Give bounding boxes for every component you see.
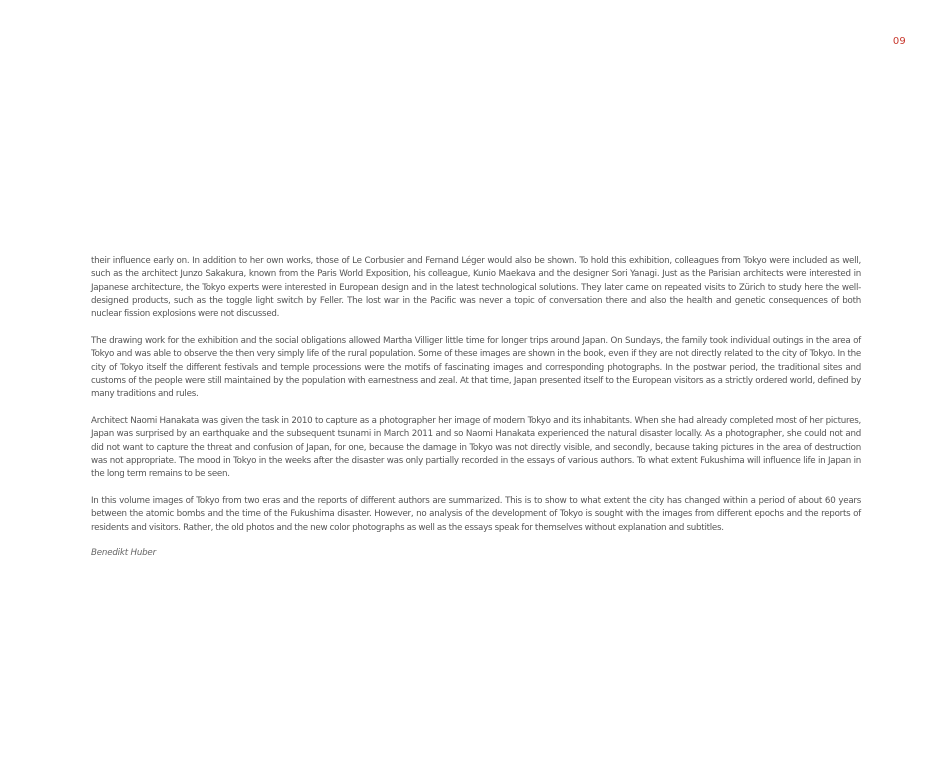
page-number: 09 <box>892 36 906 47</box>
body-text <box>91 255 861 558</box>
paragraph: In this volume images of Tokyo from two eras and the reports of different authors are summarized. This is to show to what extent the city has changed within a period of about 60 years between the atomic bombs and the time of the Fukushima disaster. However, no analysis of the development of Tokyo is sought with the images from different epochs and the reports of residents and visitors. Rather, the old photos and the new color photographs as well as the essays speak for themselves without explanation and subtitles. <box>91 495 861 533</box>
paragraph: The drawing work for the exhibition and the social obligations allowed Martha Villiger little time for longer trips around Japan. On Sundays, the family took individual outings in the area of Tokyo and was able to observe the then very simply life of the rural population. Some of these images are shown in the book, even if they are not directly related to the city of Tokyo. In the city of Tokyo itself the different festivals and temple processions were the motifs of fascinating images and corresponding photographs. In the postwar period, the traditional sites and customs of the people were still maintained by the population with earnestness and zeal. At that time, Japan presented itself to the European visitors as a strictly ordered world, defined by many traditions and rules. <box>91 335 861 400</box>
paragraph: Architect Naomi Hanakata was given the task in 2010 to capture as a photographer her image of modern Tokyo and its inhabitants. When she had already completed most of her pictures, Japan was surprised by an earthquake and the subsequent tsunami in March 2011 and so Naomi Hanakata experienced the natural disaster locally. As a photographer, she could not and did not want to capture the threat and confusion of Japan, for one, because the damage in Tokyo was not directly visible, and secondly, because taking pictures in the area of destruction was not appropriate. The mood in Tokyo in the weeks after the disaster was only partially recorded in the essays of various authors. To what extent Fukushima will influence life in Japan in the long term remains to be seen. <box>91 415 861 480</box>
author-signature: Benedikt Huber <box>91 548 156 559</box>
paragraph: their influence early on. In addition to her own works, those of Le Corbusier and Fernand Léger would also be shown. To hold this exhibition, colleagues from Tokyo were included as well, such as the architect Junzo Sakakura, known from the Paris World Exposition, his colleague, Kunio Maekava and the designer Sori Yanagi. Just as the Parisian architects were interested in Japanese architecture, the Tokyo experts were interested in European design and in the latest technological solutions. They later came on repeated visits to Zürich to study here the well-designed products, such as the toggle light switch by Feller. The lost war in the Pacific was never a topic of conversation there and also the health and genetic consequences of both nuclear fission explosions were not discussed. <box>91 256 861 320</box>
